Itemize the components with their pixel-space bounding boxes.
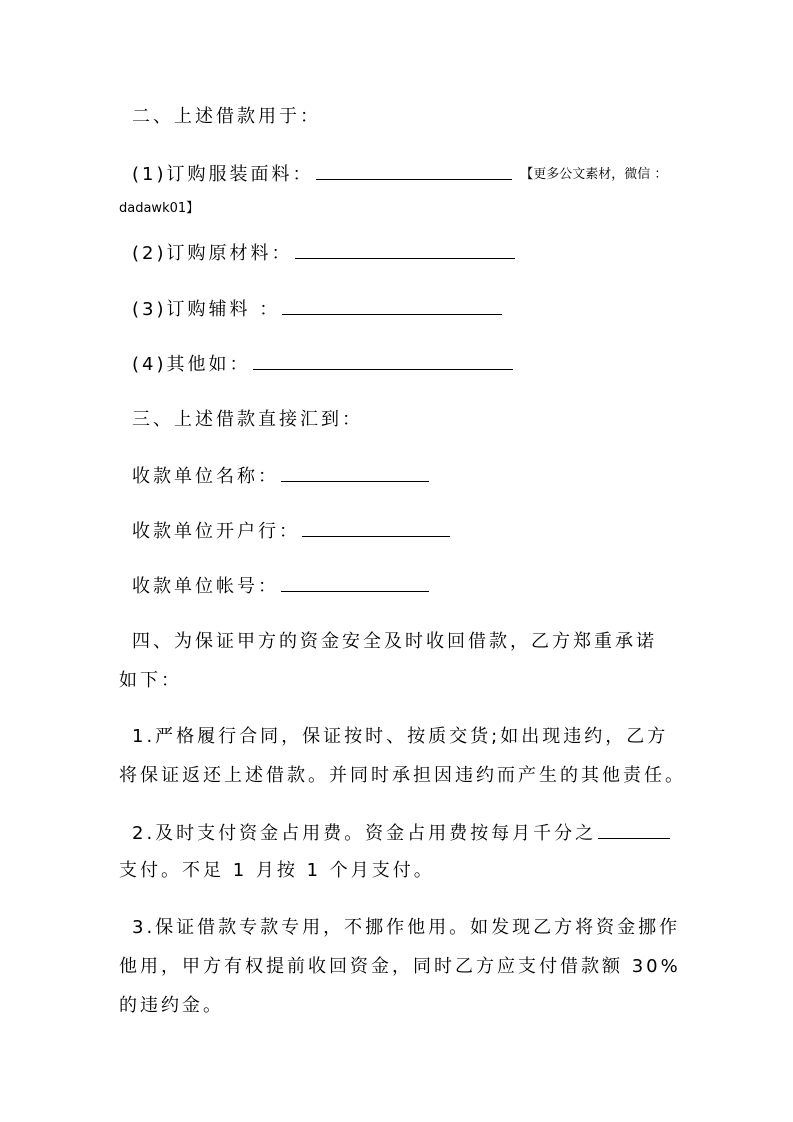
promise-2-line-1 [132,820,793,847]
payee-account-line [132,573,793,600]
use-2-blank[interactable] [295,240,515,259]
payee-name-line [132,463,793,490]
use-2-line [132,240,793,267]
payee-name-label: 收款单位名称： [132,466,279,487]
use-4-blank[interactable] [253,351,513,370]
payee-bank-line [132,518,793,545]
use-3-label: (3)订购辅料 ： [132,299,281,320]
use-4-line [132,351,793,378]
promise-2-line-2: 支付。不足 1 月按 1 个月支付。 [119,860,435,881]
use-4-label: (4)其他如： [132,354,251,375]
section-2-heading: 二、上述借款用于： [132,106,321,127]
payee-account-blank[interactable] [281,573,429,592]
section-3-heading: 三、上述借款直接汇到： [132,409,363,430]
payee-name-blank[interactable] [281,463,429,482]
payee-account-label: 收款单位帐号： [132,576,279,597]
use-3-blank[interactable] [282,296,502,315]
use-2-label: (2)订购原材料： [132,243,293,264]
promo-note-continued: dadawk01】 [119,201,200,216]
use-3-line [132,296,793,323]
promise-2-text: 2.及时支付资金占用费。资金占用费按每月千分之 [132,823,597,844]
section-4-line-2: 如下： [119,670,182,691]
promise-3-line-1: 3.保证借款专款专用，不挪作他用。如发现乙方将资金挪作 [132,917,681,938]
promo-note-continued-line [119,194,793,222]
use-1-line [132,161,793,188]
promise-1-line-1: 1.严格履行合同，保证按时、按质交货;如出现违约，乙方 [132,726,669,747]
use-1-blank[interactable] [316,161,512,180]
promise-2-rate-blank[interactable] [598,820,670,839]
section-4-line-1: 四、为保证甲方的资金安全及时收回借款，乙方郑重承诺 [132,631,657,652]
promise-1-line-2: 将保证返还上述借款。并同时承担因违约而产生的其他责任。 [119,765,686,786]
payee-bank-blank[interactable] [302,518,450,537]
use-1-label: (1)订购服装面料： [132,164,314,185]
promise-3-line-3: 的违约金。 [119,995,224,1016]
promo-note: 【更多公文素材，微信 ： [520,167,668,182]
payee-bank-label: 收款单位开户行： [132,521,300,542]
promise-3-line-2: 他用，甲方有权提前收回资金，同时乙方应支付借款额 30% [119,956,681,977]
